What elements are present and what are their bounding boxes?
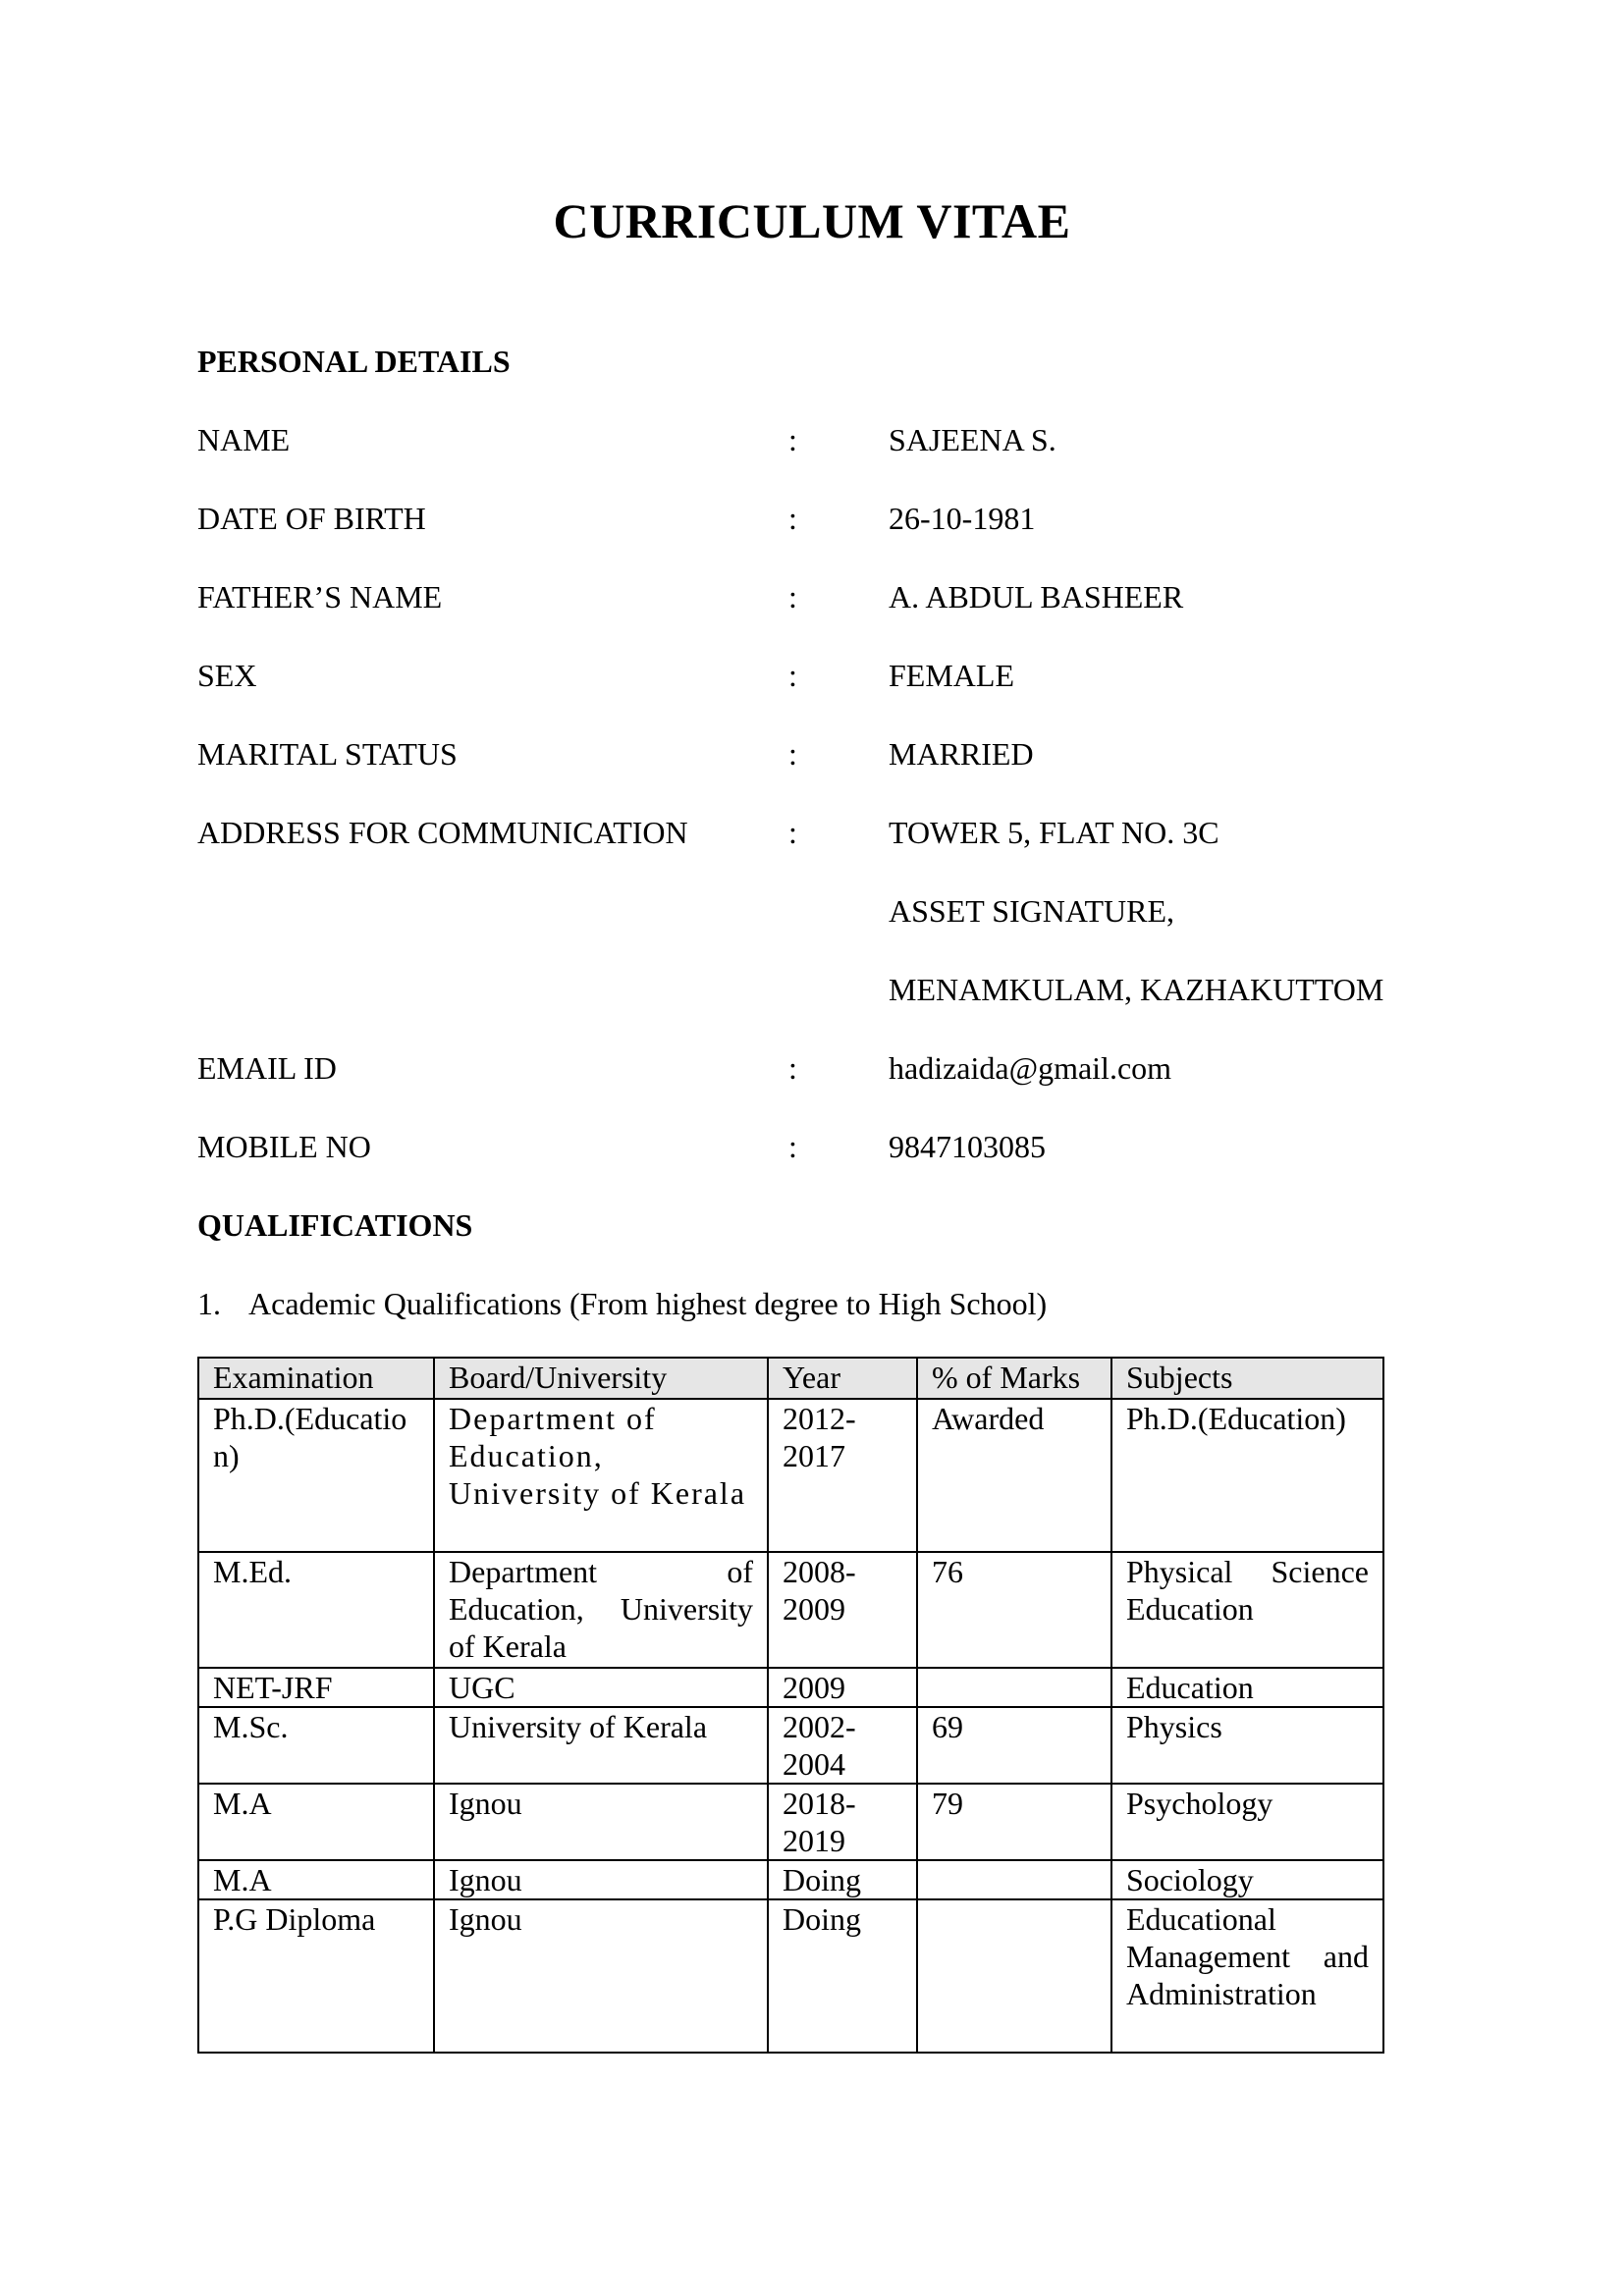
cell-subjects: Educational Management and Administration	[1111, 1899, 1383, 2053]
table-row	[198, 1899, 1383, 2053]
cell-marks: 69	[917, 1707, 1111, 1784]
cell-board: Department of Education, University of Kerala	[434, 1552, 768, 1668]
cell-year: 2018- 2019	[768, 1784, 917, 1860]
table-row	[198, 1707, 1383, 1784]
field-row-address	[0, 815, 1624, 854]
table-row	[198, 1860, 1383, 1899]
field-separator: :	[788, 579, 797, 614]
field-separator: :	[788, 736, 797, 772]
field-value: 9847103085	[889, 1129, 1046, 1164]
cell-marks	[917, 1899, 1111, 2053]
cell-examination: Ph.D.(Educatio n)	[198, 1399, 434, 1552]
field-separator: :	[788, 1129, 797, 1164]
field-label: MOBILE NO	[197, 1129, 371, 1164]
header-year: Year	[768, 1358, 917, 1399]
field-value: SAJEENA S.	[889, 422, 1056, 457]
document-title: CURRICULUM VITAE	[553, 193, 1071, 248]
table-header-row	[198, 1358, 1383, 1399]
field-label: NAME	[197, 422, 291, 457]
personal-details-heading: PERSONAL DETAILS	[197, 344, 511, 379]
cell-board: Ignou	[434, 1899, 768, 2053]
field-separator: :	[788, 501, 797, 536]
field-row-address-line3	[0, 972, 1624, 1011]
field-value: MENAMKULAM, KAZHAKUTTOM	[889, 972, 1384, 1007]
cell-subjects: Education	[1111, 1668, 1383, 1707]
field-value: ASSET SIGNATURE,	[889, 893, 1174, 929]
cell-subjects: Ph.D.(Education)	[1111, 1399, 1383, 1552]
cell-board: University of Kerala	[434, 1707, 768, 1784]
cell-examination: P.G Diploma	[198, 1899, 434, 2053]
cell-marks: 79	[917, 1784, 1111, 1860]
cell-marks: 76	[917, 1552, 1111, 1668]
cell-examination: M.Sc.	[198, 1707, 434, 1784]
field-label: DATE OF BIRTH	[197, 501, 426, 536]
field-row-sex	[0, 658, 1624, 697]
field-label: MARITAL STATUS	[197, 736, 458, 772]
cell-board: Department of Education, University of Kerala	[434, 1399, 768, 1552]
header-marks: % of Marks	[917, 1358, 1111, 1399]
cell-examination: NET-JRF	[198, 1668, 434, 1707]
cell-year: 2008- 2009	[768, 1552, 917, 1668]
cell-examination: M.A	[198, 1784, 434, 1860]
header-subjects: Subjects	[1111, 1358, 1383, 1399]
field-label: SEX	[197, 658, 257, 693]
field-row-email	[0, 1050, 1624, 1090]
field-row-dob	[0, 501, 1624, 540]
field-separator: :	[788, 658, 797, 693]
field-label: FATHER’S NAME	[197, 579, 443, 614]
field-row-mobile	[0, 1129, 1624, 1168]
cell-subjects: Physical Science Education	[1111, 1552, 1383, 1668]
cell-marks	[917, 1668, 1111, 1707]
header-examination: Examination	[198, 1358, 434, 1399]
field-row-father	[0, 579, 1624, 618]
field-label: EMAIL ID	[197, 1050, 337, 1086]
cell-marks	[917, 1860, 1111, 1899]
item-number: 1.	[197, 1286, 221, 1321]
field-label: ADDRESS FOR COMMUNICATION	[197, 815, 688, 850]
cell-subjects: Physics	[1111, 1707, 1383, 1784]
table-row	[198, 1399, 1383, 1552]
cell-year: 2012- 2017	[768, 1399, 917, 1552]
cell-subjects: Sociology	[1111, 1860, 1383, 1899]
field-row-name	[0, 422, 1624, 461]
cell-subjects: Psychology	[1111, 1784, 1383, 1860]
field-separator: :	[788, 422, 797, 457]
cell-board: UGC	[434, 1668, 768, 1707]
field-value: TOWER 5, FLAT NO. 3C	[889, 815, 1219, 850]
cell-year: 2002- 2004	[768, 1707, 917, 1784]
cell-marks: Awarded	[917, 1399, 1111, 1552]
table-row	[198, 1668, 1383, 1707]
field-value: FEMALE	[889, 658, 1014, 693]
field-separator: :	[788, 1050, 797, 1086]
table-row	[198, 1784, 1383, 1860]
field-value: hadizaida@gmail.com	[889, 1050, 1172, 1086]
field-row-marital	[0, 736, 1624, 775]
item-text: Academic Qualifications (From highest degree to High School)	[248, 1286, 1048, 1321]
field-value: 26-10-1981	[889, 501, 1036, 536]
cell-year: 2009	[768, 1668, 917, 1707]
header-board: Board/University	[434, 1358, 768, 1399]
table-row	[198, 1552, 1383, 1668]
cell-year: Doing	[768, 1860, 917, 1899]
field-value: A. ABDUL BASHEER	[889, 579, 1184, 614]
cell-examination: M.Ed.	[198, 1552, 434, 1668]
field-separator: :	[788, 815, 797, 850]
cell-year: Doing	[768, 1899, 917, 2053]
cell-board: Ignou	[434, 1784, 768, 1860]
qualifications-table	[197, 1357, 1384, 2054]
cell-board: Ignou	[434, 1860, 768, 1899]
field-value: MARRIED	[889, 736, 1034, 772]
cell-examination: M.A	[198, 1860, 434, 1899]
field-row-address-line2	[0, 893, 1624, 933]
qualifications-heading: QUALIFICATIONS	[197, 1207, 473, 1243]
